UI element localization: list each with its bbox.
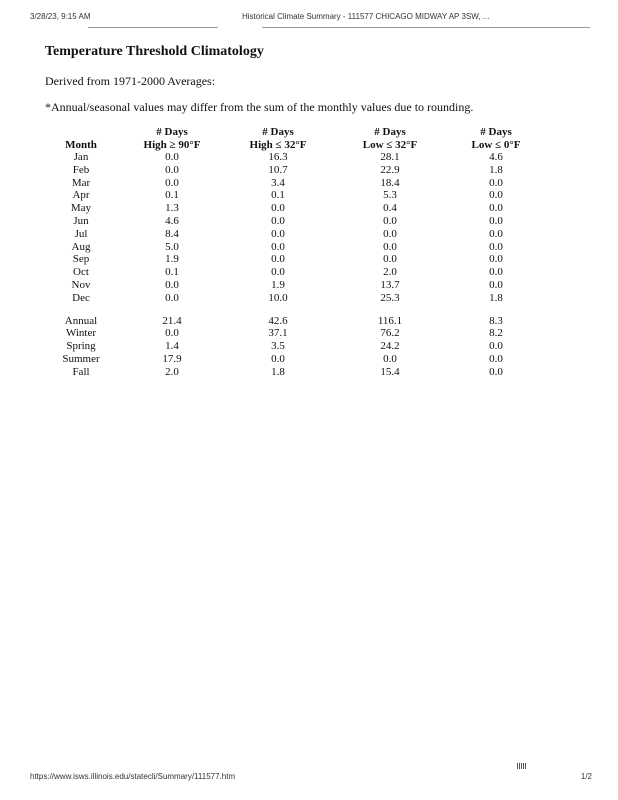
cell-value: 17.9 — [162, 352, 182, 365]
cell-value: 0.0 — [489, 340, 503, 353]
row-label: Jul — [74, 227, 88, 240]
row-label: Fall — [72, 365, 90, 378]
cell-value: 0.0 — [165, 291, 179, 304]
cell-value: 0.0 — [489, 189, 503, 202]
column-header: # Days Low ≤ 32°F — [362, 126, 418, 151]
row-label: Apr — [72, 189, 90, 202]
table-row — [40, 340, 546, 353]
cell-value: 1.8 — [271, 365, 285, 378]
cell-value: 76.2 — [380, 327, 400, 340]
row-label: Annual — [64, 314, 98, 327]
cell-value: 2.0 — [383, 266, 397, 279]
cell-value: 1.8 — [489, 291, 503, 304]
cell-value: 0.0 — [383, 214, 397, 227]
row-label: Summer — [62, 352, 100, 365]
cell-value: 0.0 — [489, 176, 503, 189]
table-row — [40, 151, 546, 164]
table-spacer — [40, 305, 546, 315]
cell-value: 0.0 — [489, 227, 503, 240]
column-header: # Days High ≤ 32°F — [249, 126, 307, 151]
table-row — [40, 164, 546, 177]
cell-value: 16.3 — [268, 151, 288, 163]
table-row — [40, 266, 546, 279]
cell-value: 1.9 — [271, 278, 285, 291]
page-number: 1/2 — [580, 772, 592, 781]
rounding-note: *Annual/seasonal values may differ from the sum of the monthly values due to rounding. — [45, 100, 474, 114]
cell-value: 3.5 — [271, 340, 285, 353]
cell-value: 0.0 — [165, 176, 179, 189]
cell-value: 0.0 — [165, 151, 179, 163]
table-header-row — [40, 126, 546, 151]
table-row — [40, 177, 546, 190]
row-label: Oct — [73, 266, 89, 279]
cell-value: 13.7 — [380, 278, 400, 291]
row-label: May — [70, 202, 92, 215]
table-row — [40, 189, 546, 202]
cell-value: 21.4 — [162, 314, 182, 327]
column-header: # Days High ≥ 90°F — [143, 126, 201, 151]
table-row — [40, 253, 546, 266]
column-header: Month — [65, 138, 97, 151]
cell-value: 0.0 — [165, 278, 179, 291]
cell-value: 0.0 — [489, 365, 503, 378]
table-row — [40, 315, 546, 328]
print-page-title: Historical Climate Summary - 111577 CHICAGO MIDWAY AP 3SW, ... — [242, 12, 490, 21]
row-label: Dec — [72, 291, 90, 304]
cell-value: 4.6 — [165, 214, 179, 227]
cell-value: 0.0 — [489, 214, 503, 227]
cell-value: 24.2 — [380, 340, 400, 353]
cell-value: 1.4 — [165, 340, 179, 353]
cell-value: 8.3 — [489, 314, 503, 327]
row-label: Aug — [71, 240, 91, 253]
scan-mark — [517, 763, 526, 769]
table-row — [40, 327, 546, 340]
cell-value: 0.0 — [489, 352, 503, 365]
cell-value: 0.0 — [271, 266, 285, 279]
cell-value: 0.0 — [383, 240, 397, 253]
cell-value: 1.9 — [165, 253, 179, 266]
cell-value: 0.0 — [383, 352, 397, 365]
cell-value: 0.0 — [271, 227, 285, 240]
cell-value: 5.3 — [383, 189, 397, 202]
cell-value: 0.0 — [489, 202, 503, 215]
document-title: Temperature Threshold Climatology — [45, 44, 264, 59]
table-row — [40, 279, 546, 292]
cell-value: 3.4 — [271, 176, 285, 189]
cell-value: 0.0 — [271, 214, 285, 227]
cell-value: 18.4 — [380, 176, 400, 189]
table-row — [40, 292, 546, 305]
row-label: Winter — [65, 327, 97, 340]
cell-value: 0.0 — [489, 253, 503, 266]
cell-value: 10.7 — [268, 163, 288, 176]
table-row — [40, 241, 546, 254]
cell-value: 37.1 — [268, 327, 288, 340]
table-row — [40, 228, 546, 241]
row-label: Jan — [73, 151, 89, 163]
cell-value: 0.1 — [165, 266, 179, 279]
row-label: Feb — [72, 163, 90, 176]
cell-value: 0.0 — [489, 240, 503, 253]
cell-value: 2.0 — [165, 365, 179, 378]
cell-value: 5.0 — [165, 240, 179, 253]
cell-value: 25.3 — [380, 291, 400, 304]
cell-value: 1.8 — [489, 163, 503, 176]
column-header: # Days Low ≤ 0°F — [471, 126, 521, 151]
page-url: https://www.isws.illinois.edu/statecli/Summary/111577.htm — [30, 772, 236, 781]
cell-value: 0.0 — [489, 278, 503, 291]
cell-value: 0.4 — [383, 202, 397, 215]
cell-value: 8.2 — [489, 327, 503, 340]
table-row — [40, 215, 546, 228]
seasonal-rows — [40, 315, 546, 379]
cell-value: 0.0 — [271, 352, 285, 365]
cell-value: 10.0 — [268, 291, 288, 304]
cell-value: 0.0 — [271, 240, 285, 253]
cell-value: 0.0 — [271, 202, 285, 215]
header-divider — [262, 27, 590, 28]
table-row — [40, 353, 546, 366]
derived-note: Derived from 1971-2000 Averages: — [45, 74, 216, 88]
print-datetime: 3/28/23, 9:15 AM — [30, 12, 91, 21]
row-label: Spring — [66, 340, 96, 353]
monthly-rows — [40, 151, 546, 305]
threshold-table — [40, 126, 546, 379]
cell-value: 0.0 — [489, 266, 503, 279]
cell-value: 0.1 — [165, 189, 179, 202]
cell-value: 0.0 — [383, 253, 397, 266]
header-divider — [88, 27, 218, 28]
row-label: Sep — [72, 253, 90, 266]
cell-value: 22.9 — [380, 163, 400, 176]
row-label: Mar — [71, 176, 91, 189]
cell-value: 0.1 — [271, 189, 285, 202]
row-label: Nov — [71, 278, 91, 291]
table-row — [40, 366, 546, 379]
cell-value: 0.0 — [165, 163, 179, 176]
cell-value: 15.4 — [380, 365, 400, 378]
cell-value: 28.1 — [380, 151, 400, 163]
row-label: Jun — [73, 214, 89, 227]
cell-value: 4.6 — [489, 151, 503, 163]
cell-value: 0.0 — [165, 327, 179, 340]
cell-value: 0.0 — [383, 227, 397, 240]
cell-value: 1.3 — [165, 202, 179, 215]
table-row — [40, 202, 546, 215]
cell-value: 0.0 — [271, 253, 285, 266]
cell-value: 8.4 — [165, 227, 179, 240]
cell-value: 42.6 — [268, 314, 288, 327]
cell-value: 116.1 — [377, 314, 403, 327]
